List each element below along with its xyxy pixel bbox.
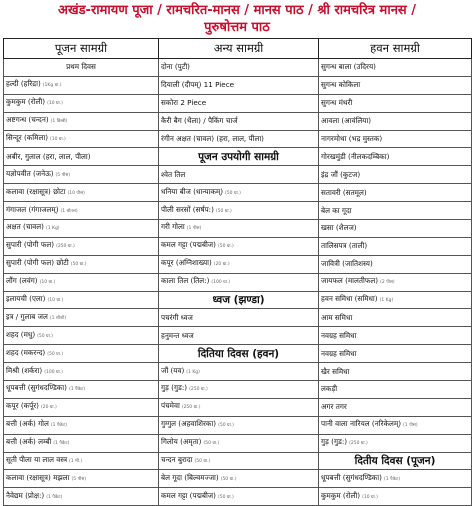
quantity-note: (1 पैकेट) (68, 387, 86, 393)
table-cell (4, 166, 159, 184)
quantity-note: (1 पीस) (403, 423, 418, 429)
cell-text: दितिया दिवस (हवन) (197, 347, 280, 360)
table-row (4, 220, 472, 238)
quantity-note: (1 Kg) (379, 298, 394, 304)
cell-text: कलावा (रक्षासूत्र) मझला (6, 472, 70, 482)
table-cell (159, 363, 319, 381)
table-cell (319, 94, 472, 112)
table-cell (4, 398, 159, 416)
table-cell (159, 273, 319, 291)
cell-text: लकड़ी (321, 384, 338, 394)
quantity-note: (50 ग्रा.) (47, 351, 64, 357)
cell-text: गिलोय (अमृता) (161, 437, 202, 447)
cell-text: सिन्दूर (कमिला) (6, 133, 49, 142)
quantity-note: (10 ग्रा.) (362, 494, 378, 500)
table-cell (319, 255, 472, 273)
table-cell (319, 327, 472, 345)
cell-text: अबीर, गुलाल (हरा, लाल, पीला) (6, 151, 91, 161)
table-cell (319, 237, 472, 255)
table-cell (319, 309, 472, 327)
quantity-note: (10 ग्रा.) (47, 101, 63, 107)
cell-text: खैर समिधा (321, 366, 350, 376)
cell-text: पूजन उपयोगी सामग्री (198, 150, 279, 163)
cell-text: सुगन्ध मंथरी (321, 98, 353, 108)
quantity-note: (100 ग्रा.) (211, 280, 231, 286)
cell-text: सुपारी (पोगी फल) (6, 240, 55, 250)
cell-text: दितीय दिवस (पूजन) (354, 455, 436, 468)
table-cell (159, 59, 319, 77)
table-cell (4, 363, 159, 381)
table-cell (319, 112, 472, 130)
quantity-note: (50 ग्रा.) (70, 262, 87, 268)
table-cell (319, 166, 472, 184)
table-row (4, 148, 472, 166)
quantity-note: (1 Kg) (186, 369, 200, 375)
cell-text: बेल का गूदा (321, 205, 352, 215)
cell-text: चन्दन बुरादा (161, 455, 193, 465)
table-cell (159, 434, 319, 452)
cell-text: लौंग (लवंग) (6, 276, 38, 286)
quantity-note: (50 ग्रा.) (37, 333, 53, 339)
table-cell (159, 112, 319, 130)
table-cell (4, 184, 159, 202)
cell-text: कलावा (रक्षासूत्र) छोटा (6, 186, 66, 196)
cell-text: अष्टगन्ध (चन्दन) (6, 115, 49, 125)
cell-text: कमल गट्टा (पद्मबीज) (161, 240, 216, 250)
table-row (4, 309, 472, 327)
table-row (4, 76, 472, 94)
table-row (4, 166, 472, 184)
table-cell (319, 273, 472, 291)
table-cell (4, 416, 159, 434)
cell-text: कुमकुम (रोली) (321, 490, 361, 500)
cell-text: खसा (शैलज) (321, 223, 357, 233)
table-cell (159, 327, 319, 345)
cell-text: सकोरा 2 Piece (161, 98, 207, 108)
table-cell (159, 220, 319, 238)
cell-text: आम समिधा (321, 312, 353, 322)
table-cell (159, 184, 319, 202)
quantity-note: (100 ग्रा.) (44, 369, 63, 375)
cell-text: धूपबत्ती (सुगंधदण्डिका) (321, 472, 382, 482)
cell-text: बत्ती (अर्क) गोल (6, 419, 49, 429)
cell-text: कपूर (कर्पूर) (6, 401, 39, 411)
samagri-table (3, 38, 472, 506)
quantity-note: (1 पैकेट) (53, 441, 70, 447)
title-line-2: पुरुषोत्तम पाठ (204, 20, 270, 35)
quantity-note: (10 ग्रा.) (50, 137, 66, 142)
section-heading-cell (159, 148, 319, 166)
table-cell (4, 148, 159, 166)
table-cell (4, 76, 159, 94)
table-cell (319, 184, 472, 202)
quantity-note: (1 पैकेट) (383, 476, 401, 482)
table-row (4, 398, 472, 416)
table-cell (319, 470, 472, 488)
table-cell (319, 148, 472, 166)
quantity-note: (10 ग्रा.) (39, 280, 56, 286)
table-cell (159, 237, 319, 255)
page-title (3, 2, 471, 36)
table-cell (319, 291, 472, 309)
table-cell (159, 255, 319, 273)
cell-text: काला तिल (तिल:) (161, 276, 210, 286)
table-cell (4, 345, 159, 363)
section-heading-cell (319, 452, 472, 470)
table-cell (319, 59, 472, 77)
cell-text: पचरंगी ध्वज (161, 312, 193, 322)
cell-text: अगर तगर (321, 402, 347, 412)
table-header-row (4, 39, 472, 59)
quantity-note: (1 डिब्बी) (50, 119, 68, 125)
table-row (4, 452, 472, 470)
table-row (4, 202, 472, 220)
cell-text: पीली सरसों (सर्षप:) (161, 204, 214, 214)
cell-text: गंगाजल (गंगाजलम्) (6, 204, 59, 214)
table-row (4, 273, 472, 291)
table-row (4, 470, 472, 488)
cell-text: दोना (पुटी) (161, 62, 190, 72)
quantity-note: (1 पीस) (186, 226, 202, 232)
table-cell (4, 470, 159, 488)
header-pujan-samagri: पूजन सामग्री (4, 39, 159, 59)
cell-text: आवला (आवंलिया) (321, 116, 372, 126)
cell-text: हल्दी (हरिद्रा) (6, 79, 41, 89)
quantity-note: (250 ग्रा.) (181, 405, 201, 411)
cell-text: अक्षत (चावल) (6, 222, 44, 232)
table-row (4, 291, 472, 309)
table-body (4, 59, 472, 506)
table-cell (159, 416, 319, 434)
cell-text: बेल गूदा (बिल्वमज्जा) (161, 472, 219, 482)
table-cell (159, 130, 319, 148)
cell-text: इत्र / गुलाब जल (6, 311, 48, 321)
cell-text: नवग्रह समिधा (321, 330, 357, 340)
quantity-note: (250 ग्रा.) (189, 387, 208, 393)
table-row (4, 184, 472, 202)
quantity-note: (50 ग्रा.) (203, 441, 220, 447)
table-row (4, 327, 472, 345)
cell-text: नैवेद्यम (प्रोक्ष:) (6, 490, 45, 500)
table-cell (159, 309, 319, 327)
table-cell (4, 220, 159, 238)
table-cell (319, 345, 472, 363)
table-row (4, 94, 472, 112)
cell-text: जायफल (मालतीफल) (321, 276, 379, 286)
cell-text: गुड़ (गुड:) (321, 437, 348, 447)
table-cell (319, 220, 472, 238)
table-row (4, 488, 472, 506)
table-cell (4, 237, 159, 255)
cell-text: पानी वाला नारियल (नरिकेलम्) (321, 419, 402, 429)
quantity-note: (5 पीस) (71, 476, 87, 482)
quantity-note: (1 शीशी) (49, 315, 67, 321)
cell-text: सुगन्ध कोकिला (321, 80, 361, 90)
quantity-note: (50 ग्रा.) (217, 494, 234, 500)
table-cell (319, 398, 472, 416)
cell-text: जावित्री (जातिशस्य) (321, 259, 373, 269)
table-row (4, 363, 472, 381)
table-cell (4, 488, 159, 506)
cell-text: कुमकुम (रोली) (6, 97, 46, 107)
cell-text: पंचमेवा (161, 401, 180, 411)
table-cell (4, 381, 159, 399)
table-row (4, 130, 472, 148)
cell-text: इंद्र जौं (कुटज) (321, 169, 361, 179)
quantity-note: (50 ग्रा.) (217, 244, 234, 250)
table-cell (319, 434, 472, 452)
table-cell (159, 202, 319, 220)
cell-text: धनिया बीज (धान्याकम्) (161, 186, 224, 196)
table-cell (319, 76, 472, 94)
table-cell (4, 273, 159, 291)
header-havan-samagri: हवन सामग्री (319, 39, 472, 59)
cell-text: मिश्री (शर्करा) (6, 365, 43, 375)
table-cell (159, 76, 319, 94)
table-cell (4, 130, 159, 148)
table-cell (4, 94, 159, 112)
table-cell (159, 398, 319, 416)
quantity-note: (10 ग्रा.) (47, 298, 64, 304)
cell-text: सूती पीला या लाल वस्त्र (6, 455, 68, 465)
cell-text: बत्ती (अर्क) लम्बी (6, 437, 52, 447)
quantity-note: (2 पीस) (380, 280, 395, 286)
table-cell (319, 202, 472, 220)
cell-text: श्वेत तिल (161, 169, 186, 179)
table-cell (159, 94, 319, 112)
table-cell (319, 416, 472, 434)
cell-text: जौं (यव) (161, 365, 185, 375)
table-cell (159, 470, 319, 488)
quantity-note: (1Kg ग्रा.) (42, 83, 62, 89)
table-row (4, 416, 472, 434)
table-row (4, 434, 472, 452)
quantity-note: (1 पैकेट) (50, 423, 67, 429)
table-row (4, 381, 472, 399)
cell-text: गुग्गुल (अहवाशिरका) (161, 419, 217, 429)
cell-text: कपूर (अग्निशाख्या) (161, 258, 212, 268)
cell-text: सुगन्ध बाला (उदिरय) (321, 62, 376, 72)
table-cell (4, 112, 159, 130)
cell-text: कमल गट्टा (पद्मबीज) (161, 490, 216, 500)
cell-text: हवन समिधा (समिधा) (321, 294, 378, 304)
cell-text: शहद (मधु) (6, 329, 36, 339)
cell-text: नवग्रह समिधा (321, 348, 357, 358)
quantity-note: (10 पीस) (67, 190, 85, 196)
cell-text: इलायची (एला) (6, 294, 46, 304)
table-cell (4, 59, 159, 77)
table-cell (4, 255, 159, 273)
cell-text: प्रथम दिवस (66, 62, 96, 72)
table-cell (319, 363, 472, 381)
section-heading-cell (159, 345, 319, 363)
quantity-note: (250 ग्रा.) (56, 244, 75, 250)
section-heading-cell (159, 291, 319, 309)
cell-text: तालिसपत्र (ताली) (321, 241, 368, 251)
table-row (4, 112, 472, 130)
table-cell (159, 166, 319, 184)
table-cell (4, 452, 159, 470)
quantity-note: (20 ग्रा.) (40, 405, 57, 411)
cell-text: ध्वज (झण्डा) (212, 294, 265, 307)
table-row (4, 237, 472, 255)
cell-text: सुपारी (पोगी फल) छोटी (6, 258, 69, 268)
quantity-note: (20 ग्रा.) (213, 262, 230, 268)
header-anya-samagri: अन्य सामग्री (159, 39, 319, 59)
table-cell (4, 434, 159, 452)
title-line-1: अखंड-रामायण पूजा / रामचरित-मानस / मानस पाठ / श्री रामचरित्र मानस / (58, 3, 416, 18)
cell-text: गुड़ (गुड:) (161, 383, 188, 393)
table-row (4, 255, 472, 273)
cell-text: हनुमन्त ध्वज (161, 330, 194, 340)
quantity-note: (250 ग्रा.) (349, 441, 368, 447)
cell-text: सतावरी (सतमूल) (321, 187, 367, 197)
quantity-note: (50 ग्रा.) (220, 476, 237, 482)
quantity-note: (1 बोतल) (60, 208, 78, 214)
quantity-note: (1 Kg) (45, 226, 60, 232)
table-cell (319, 488, 472, 506)
quantity-note: (1 पैकेट) (46, 494, 63, 500)
quantity-note: (1 मी.) (69, 459, 83, 465)
cell-text: शहद (मकरन्द) (6, 347, 46, 357)
cell-text: धूपबत्ती (सुगंधदण्डिका) (6, 383, 67, 393)
quantity-note: (50 ग्रा.) (225, 190, 241, 196)
cell-text: दियाली (दीपम्) 11 Piece (161, 80, 235, 90)
cell-text: गरी गोला (161, 222, 185, 232)
cell-text: यज्ञोपवीत (जनेऊ) (6, 168, 54, 178)
table-cell (159, 381, 319, 399)
cell-text: कैरी बैग (थैला) / पैकिंग चार्ज (161, 116, 238, 126)
cell-text: नागरमोथा (भद्र मुस्तक) (321, 134, 383, 143)
table-cell (159, 488, 319, 506)
cell-text: गोरखमुंडी (नीलकदम्बिका) (321, 151, 390, 161)
table-cell (4, 327, 159, 345)
quantity-note: (50 ग्रा.) (218, 423, 234, 429)
table-row (4, 345, 472, 363)
table-cell (319, 130, 472, 148)
table-cell (319, 381, 472, 399)
quantity-note: (50 ग्रा.) (215, 208, 232, 214)
table-row (4, 59, 472, 77)
table-cell (4, 202, 159, 220)
table-cell (4, 309, 159, 327)
table-cell (159, 452, 319, 470)
quantity-note: (5 पीस) (55, 172, 71, 178)
quantity-note: (50 ग्रा.) (194, 459, 211, 465)
cell-text: रंगीन अक्षत (चावल) (हरा, लाल, पीला) (161, 134, 264, 143)
table-cell (4, 291, 159, 309)
